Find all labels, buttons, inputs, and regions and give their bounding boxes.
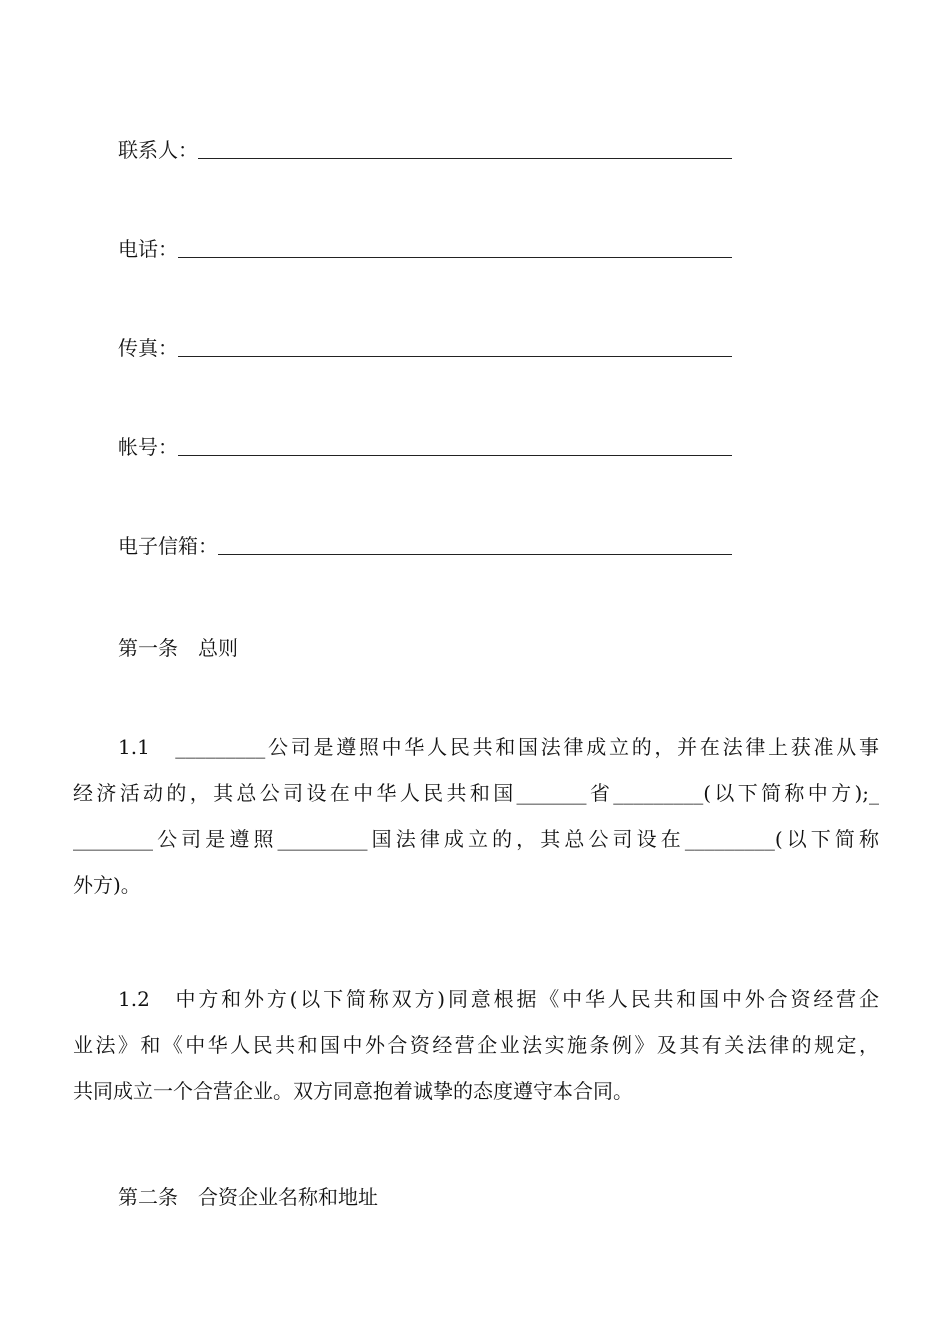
contact-person-blank[interactable] [198, 134, 732, 159]
contact-person-label: 联系人： [118, 138, 198, 162]
article-1-2-paragraph [73, 976, 879, 1114]
account-blank[interactable] [178, 431, 732, 456]
contact-person-field[interactable] [118, 134, 732, 162]
article-1-1-paragraph [73, 724, 879, 908]
phone-field[interactable] [118, 233, 732, 261]
fax-field[interactable] [118, 332, 732, 360]
paragraph-line: 1.2 中方和外方(以下简称双方)同意根据《中华人民共和国中外合资经营企 [118, 987, 879, 1011]
phone-label: 电话： [118, 237, 178, 261]
email-label: 电子信箱： [118, 534, 218, 558]
email-field[interactable] [118, 530, 732, 558]
paragraph-line: 经济活动的，其总公司设在中华人民共和国_______省_________(以下简称中方);_ [73, 781, 879, 805]
fax-blank[interactable] [178, 332, 732, 357]
paragraph-line: 共同成立一个合营企业。双方同意抱着诚挚的态度遵守本合同。 [73, 1079, 633, 1103]
phone-blank[interactable] [178, 233, 732, 258]
article-2-heading: 第二条 合资企业名称和地址 [118, 1185, 378, 1209]
paragraph-line: 业法》和《中华人民共和国中外合资经营企业法实施条例》及其有关法律的规定， [73, 1033, 879, 1057]
paragraph-line: ________公司是遵照_________国法律成立的，其总公司设在_________(以下简称 [73, 827, 879, 851]
account-field[interactable] [118, 431, 732, 459]
fax-label: 传真： [118, 336, 178, 360]
email-blank[interactable] [218, 530, 732, 555]
paragraph-line: 1.1 _________公司是遵照中华人民共和国法律成立的，并在法律上获准从事 [118, 735, 879, 759]
paragraph-line: 外方)。 [73, 873, 141, 897]
article-1-heading: 第一条 总则 [118, 636, 238, 660]
account-label: 帐号： [118, 435, 178, 459]
